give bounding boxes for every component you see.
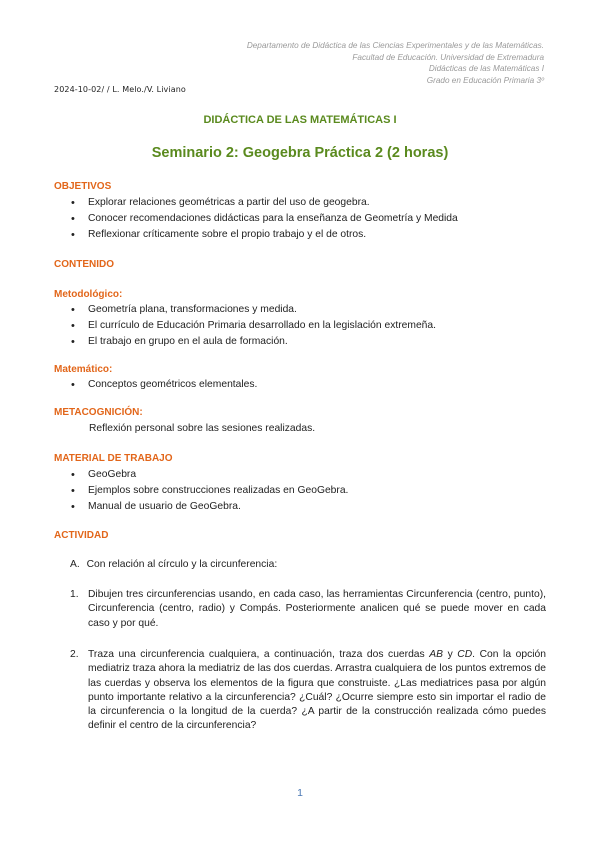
task-number: 1. bbox=[70, 589, 79, 600]
list-item: • GeoGebra bbox=[54, 467, 348, 483]
list-item: • El trabajo en grupo en el aula de formación. bbox=[54, 334, 436, 350]
matematico-list bbox=[54, 377, 257, 393]
task-2 bbox=[70, 648, 546, 734]
material-list bbox=[54, 467, 348, 515]
activity-subsection bbox=[70, 559, 277, 570]
list-item: • Manual de usuario de GeoGebra. bbox=[54, 499, 348, 515]
header-line-degree: Grado en Educación Primaria 3º bbox=[426, 75, 544, 85]
list-item: • Explorar relaciones geométricas a partir del uso de geogebra. bbox=[54, 195, 458, 211]
chord-label: AB bbox=[429, 649, 443, 660]
task-text: Dibujen tres circunferencias usando, en cada caso, las herramientas Circunferencia (centro, punto), Circunferencia (centro, radio) y Compás. Posteriormente analicen qué se puede mover en cada caso y por qué. bbox=[88, 589, 546, 629]
task-text-part: . Con la opción mediatriz traza ahora la mediatriz de las dos cuerdas. Arrastra cualquiera de los puntos extremos de las cuerdas y observa los elementos de la figura que construiste. ¿Las mediatrices pasa por algún punto importante relativo a la circunferencia? ¿Cuál? ¿Ocurre siempre esto sin importar el radio de la circunferencia o la longitud de la cuerda? ¿A partir de la construcción realizada cómo puedes definir el centro de la circunferencia? bbox=[88, 649, 546, 732]
section-heading-objetivos: OBJETIVOS bbox=[54, 181, 112, 192]
section-heading-actividad: ACTIVIDAD bbox=[54, 530, 109, 541]
task-1 bbox=[70, 588, 546, 631]
task-text-part: y bbox=[443, 649, 458, 660]
chord-label: CD bbox=[457, 649, 473, 660]
section-heading-matematico: Matemático: bbox=[54, 364, 113, 375]
task-number: 2. bbox=[70, 649, 79, 660]
list-item: • Reflexionar críticamente sobre el propio trabajo y el de otros. bbox=[54, 227, 458, 243]
section-heading-material: MATERIAL DE TRABAJO bbox=[54, 453, 173, 464]
section-heading-metacognicion: METACOGNICIÓN: bbox=[54, 407, 143, 418]
header-line-course: Didácticas de las Matemáticas I bbox=[428, 64, 544, 74]
subsection-letter: A. bbox=[70, 559, 80, 570]
section-heading-contenido: CONTENIDO bbox=[54, 259, 114, 270]
task-text-part: Traza una circunferencia cualquiera, a continuación, traza dos cuerdas bbox=[88, 649, 430, 660]
list-item: • Conceptos geométricos elementales. bbox=[54, 377, 257, 393]
list-item: • Geometría plana, transformaciones y medida. bbox=[54, 302, 436, 318]
document-title: DIDÁCTICA DE LAS MATEMÁTICAS I bbox=[203, 114, 397, 126]
task-text bbox=[88, 648, 546, 734]
header-line-faculty: Facultad de Educación. Universidad de Extremadura bbox=[352, 52, 544, 62]
metodologico-list bbox=[54, 302, 436, 350]
page-header bbox=[247, 40, 544, 86]
list-item: • Conocer recomendaciones didácticas para la enseñanza de Geometría y Medida bbox=[54, 211, 458, 227]
document-subtitle: Seminario 2: Geogebra Práctica 2 (2 horas) bbox=[151, 145, 449, 161]
document-meta: 2024-10-02/ / L. Melo./V. Liviano bbox=[54, 85, 186, 94]
list-item: • El currículo de Educación Primaria desarrollado en la legislación extremeña. bbox=[54, 318, 436, 334]
metacognicion-text: Reflexión personal sobre las sesiones realizadas. bbox=[89, 423, 316, 434]
objetivos-list bbox=[54, 195, 458, 243]
header-line-department: Departamento de Didáctica de las Ciencias Experimentales y de las Matemáticas. bbox=[246, 41, 544, 50]
section-heading-metodologico: Metodológico: bbox=[54, 289, 123, 300]
page-number: 1 bbox=[297, 787, 303, 799]
list-item: • Ejemplos sobre construcciones realizadas en GeoGebra. bbox=[54, 483, 348, 499]
subsection-text: Con relación al círculo y la circunferencia: bbox=[86, 559, 278, 570]
